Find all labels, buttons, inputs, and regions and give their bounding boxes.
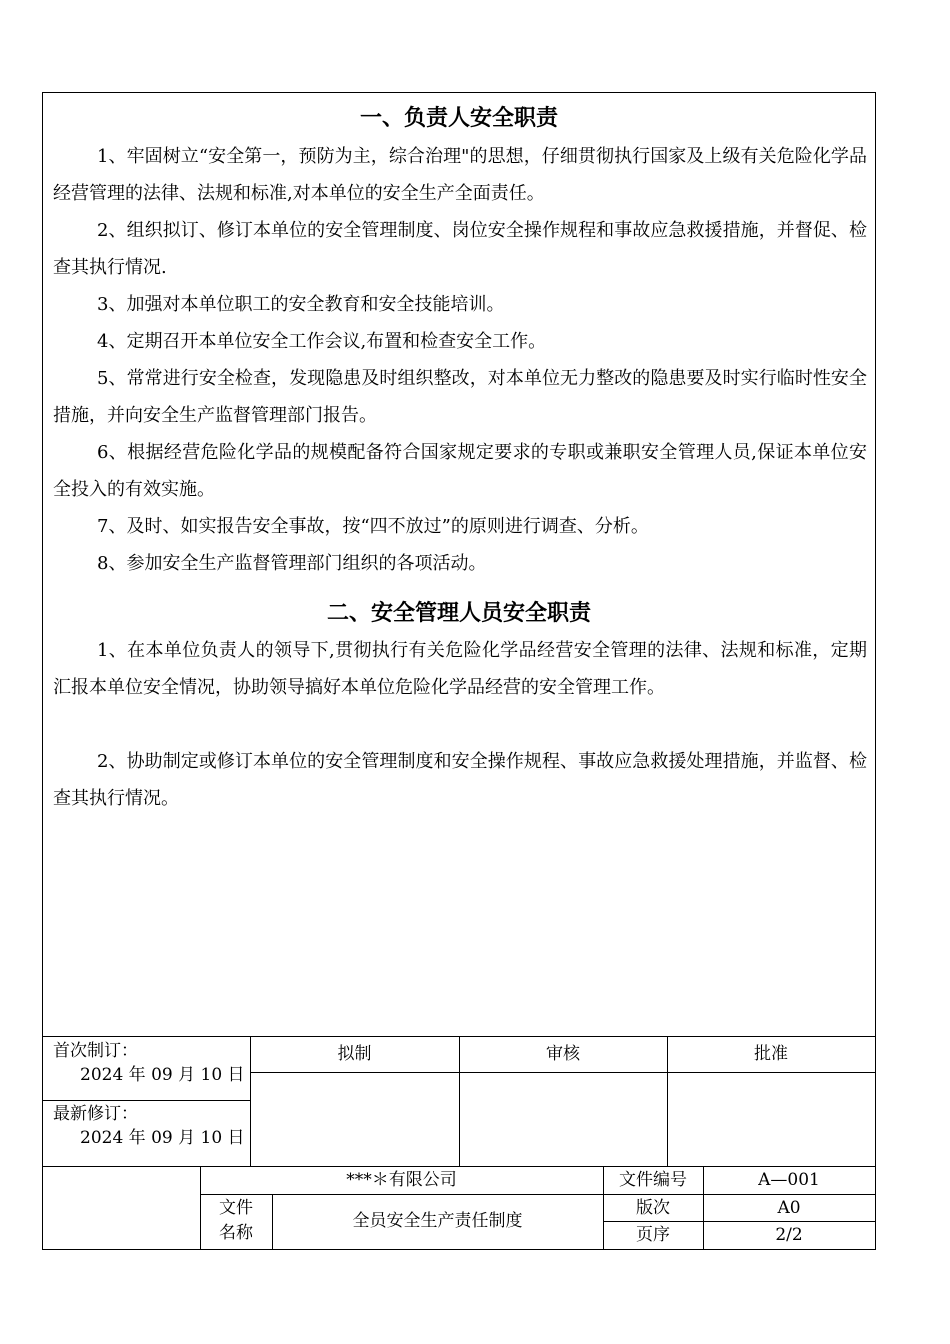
section-2-item-1: 1、在本单位负责人的领导下,贯彻执行有关危险化学品经营安全管理的法律、法规和标准，定期汇报本单位安全情况，协助领导搞好本单位危险化学品经营的安全管理工作。 [53,640,867,698]
footer-row-2-border [603,1221,875,1222]
page-value: 2/2 [775,1225,803,1245]
doc-name-value: 全员安全生产责任制度 [352,1211,523,1231]
section-1-item-6: 6、根据经营危险化学品的规模配备符合国家规定要求的专职或兼职安全管理人员,保证本单位安全投入的有效实施。 [53,442,867,500]
version-value: A0 [777,1198,801,1218]
approval-header-border [250,1072,875,1073]
section-1-item-7: 7、及时、如实报告安全事故，按“四不放过”的原则进行调查、分析。 [97,516,649,537]
first-issued-date: 2024 年 09 月 10 日 [80,1065,245,1085]
section-2-item-2: 2、协助制定或修订本单位的安全管理制度和安全操作规程、事故应急救援处理措施，并监督、检查其执行情况。 [53,751,867,809]
doc-name-label-line-1: 文件 [219,1198,253,1218]
review-header: 审核 [546,1044,580,1064]
doc-name-label-line-2: 名称 [219,1223,253,1243]
first-issued-label: 首次制订： [53,1041,138,1061]
approval-date-divider [43,1100,250,1101]
doc-no-label: 文件编号 [619,1170,687,1190]
section-1-item-4: 4、定期召开本单位安全工作会议,布置和检查安全工作。 [97,331,547,352]
section-1-item-5: 5、常常进行安全检查，发现隐患及时组织整改，对本单位无力整改的隐患要及时实行临时性安全措施，并向安全生产监督管理部门报告。 [53,368,867,426]
footer-top-border [43,1166,875,1167]
latest-revision-label: 最新修订： [53,1104,138,1124]
section-1-item-1: 1、牢固树立“安全第一，预防为主，综合治理"的思想，仔细贯彻执行国家及上级有关危险化学品经营管理的法律、法规和标准,对本单位的安全生产全面责任。 [53,146,867,204]
latest-revision-date: 2024 年 09 月 10 日 [80,1128,245,1148]
document-body [43,93,875,1037]
section-2-title: 二、安全管理人员安全职责 [326,600,591,626]
version-label: 版次 [636,1198,670,1218]
company-name: ***＊有限公司 [346,1170,457,1190]
page-label: 页序 [636,1225,670,1245]
footer-row-1-border [200,1194,875,1195]
section-1-title: 一、负责人安全职责 [359,105,558,131]
section-1-item-8: 8、参加安全生产监督管理部门组织的各项活动。 [97,553,487,574]
draft-header: 拟制 [337,1044,372,1064]
section-1-item-2: 2、组织拟订、修订本单位的安全管理制度、岗位安全操作规程和事故应急救援措施，并督促、检查其执行情况. [53,220,867,278]
section-1-item-3: 3、加强对本单位职工的安全教育和安全技能培训。 [97,294,505,315]
document-frame [42,92,876,1250]
doc-no-value: A—001 [758,1170,820,1190]
approve-header: 批准 [754,1044,788,1064]
